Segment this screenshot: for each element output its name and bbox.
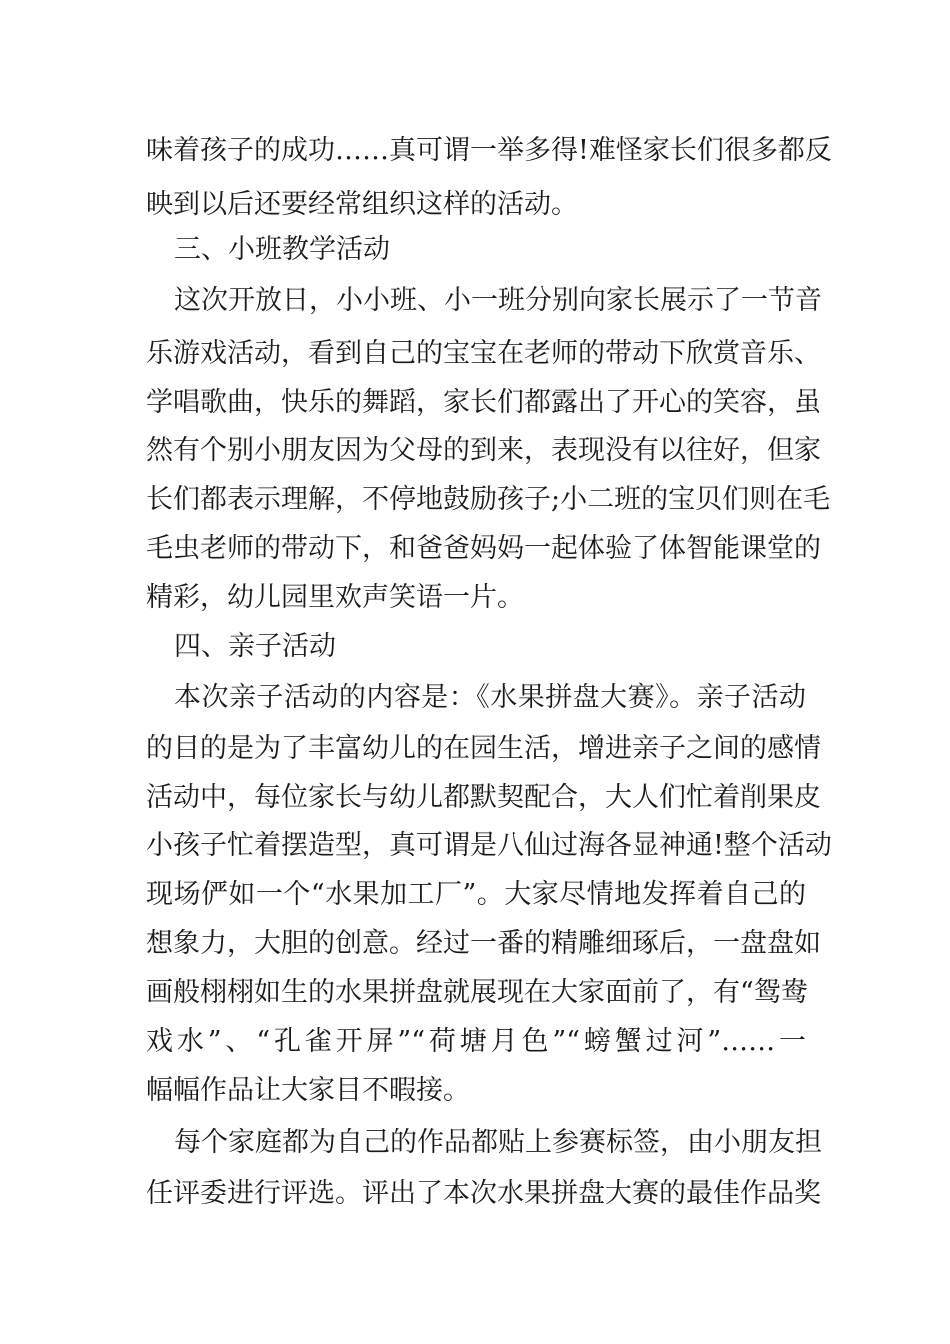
text-line: 长们都表示理解，不停地鼓励孩子;小二班的宝贝们则在毛 [146,484,831,515]
text-line: 学唱歌曲，快乐的舞蹈，家长们都露出了开心的笑容，虽 [146,387,821,418]
text-line: 活动中，每位家长与幼儿都默契配合，大人们忙着削果皮 [146,782,821,813]
text-line: 戏水”、“孔雀开屏”“荷塘月色”“螃蟹过河”……一 [146,1026,806,1057]
text-line: 乐游戏活动，看到自己的宝宝在老师的带动下欣赏音乐、 [146,338,821,369]
text-line: 想象力，大胆的创意。经过一番的精雕细琢后，一盘盘如 [146,928,821,959]
text-line: 幅幅作品让大家目不暇接。 [146,1075,470,1106]
text-line: 本次亲子活动的内容是：《水果拼盘大赛》。亲子活动 [174,682,806,713]
text-line: 然有个别小朋友因为父母的到来，表现没有以往好，但家 [146,435,821,466]
text-line: 精彩，幼儿园里欢声笑语一片。 [146,582,524,613]
text-line: 味着孩子的成功……真可谓一举多得!难怪家长们很多都反 [146,135,832,166]
section-heading: 三、小班教学活动 [174,234,390,265]
text-line: 毛虫老师的带动下，和爸爸妈妈一起体验了体智能课堂的 [146,533,821,564]
text-line: 这次开放日，小小班、小一班分别向家长展示了一节音 [174,285,822,316]
text-line: 现场俨如一个“水果加工厂”。大家尽情地发挥着自己的 [146,879,806,910]
text-line: 小孩子忙着摆造型，真可谓是八仙过海各显神通!整个活动 [146,830,832,861]
text-line: 映到以后还要经常组织这样的活动。 [146,189,578,220]
text-line: 每个家庭都为自己的作品都贴上参赛标签，由小朋友担 [174,1127,822,1158]
text-line: 的目的是为了丰富幼儿的在园生活，增进亲子之间的感情 [146,733,821,764]
section-heading: 四、亲子活动 [174,631,336,662]
text-line: 任评委进行评选。评出了本次水果拼盘大赛的最佳作品奖 [146,1178,821,1209]
text-line: 画般栩栩如生的水果拼盘就展现在大家面前了，有“鸳鸯 [146,977,808,1008]
